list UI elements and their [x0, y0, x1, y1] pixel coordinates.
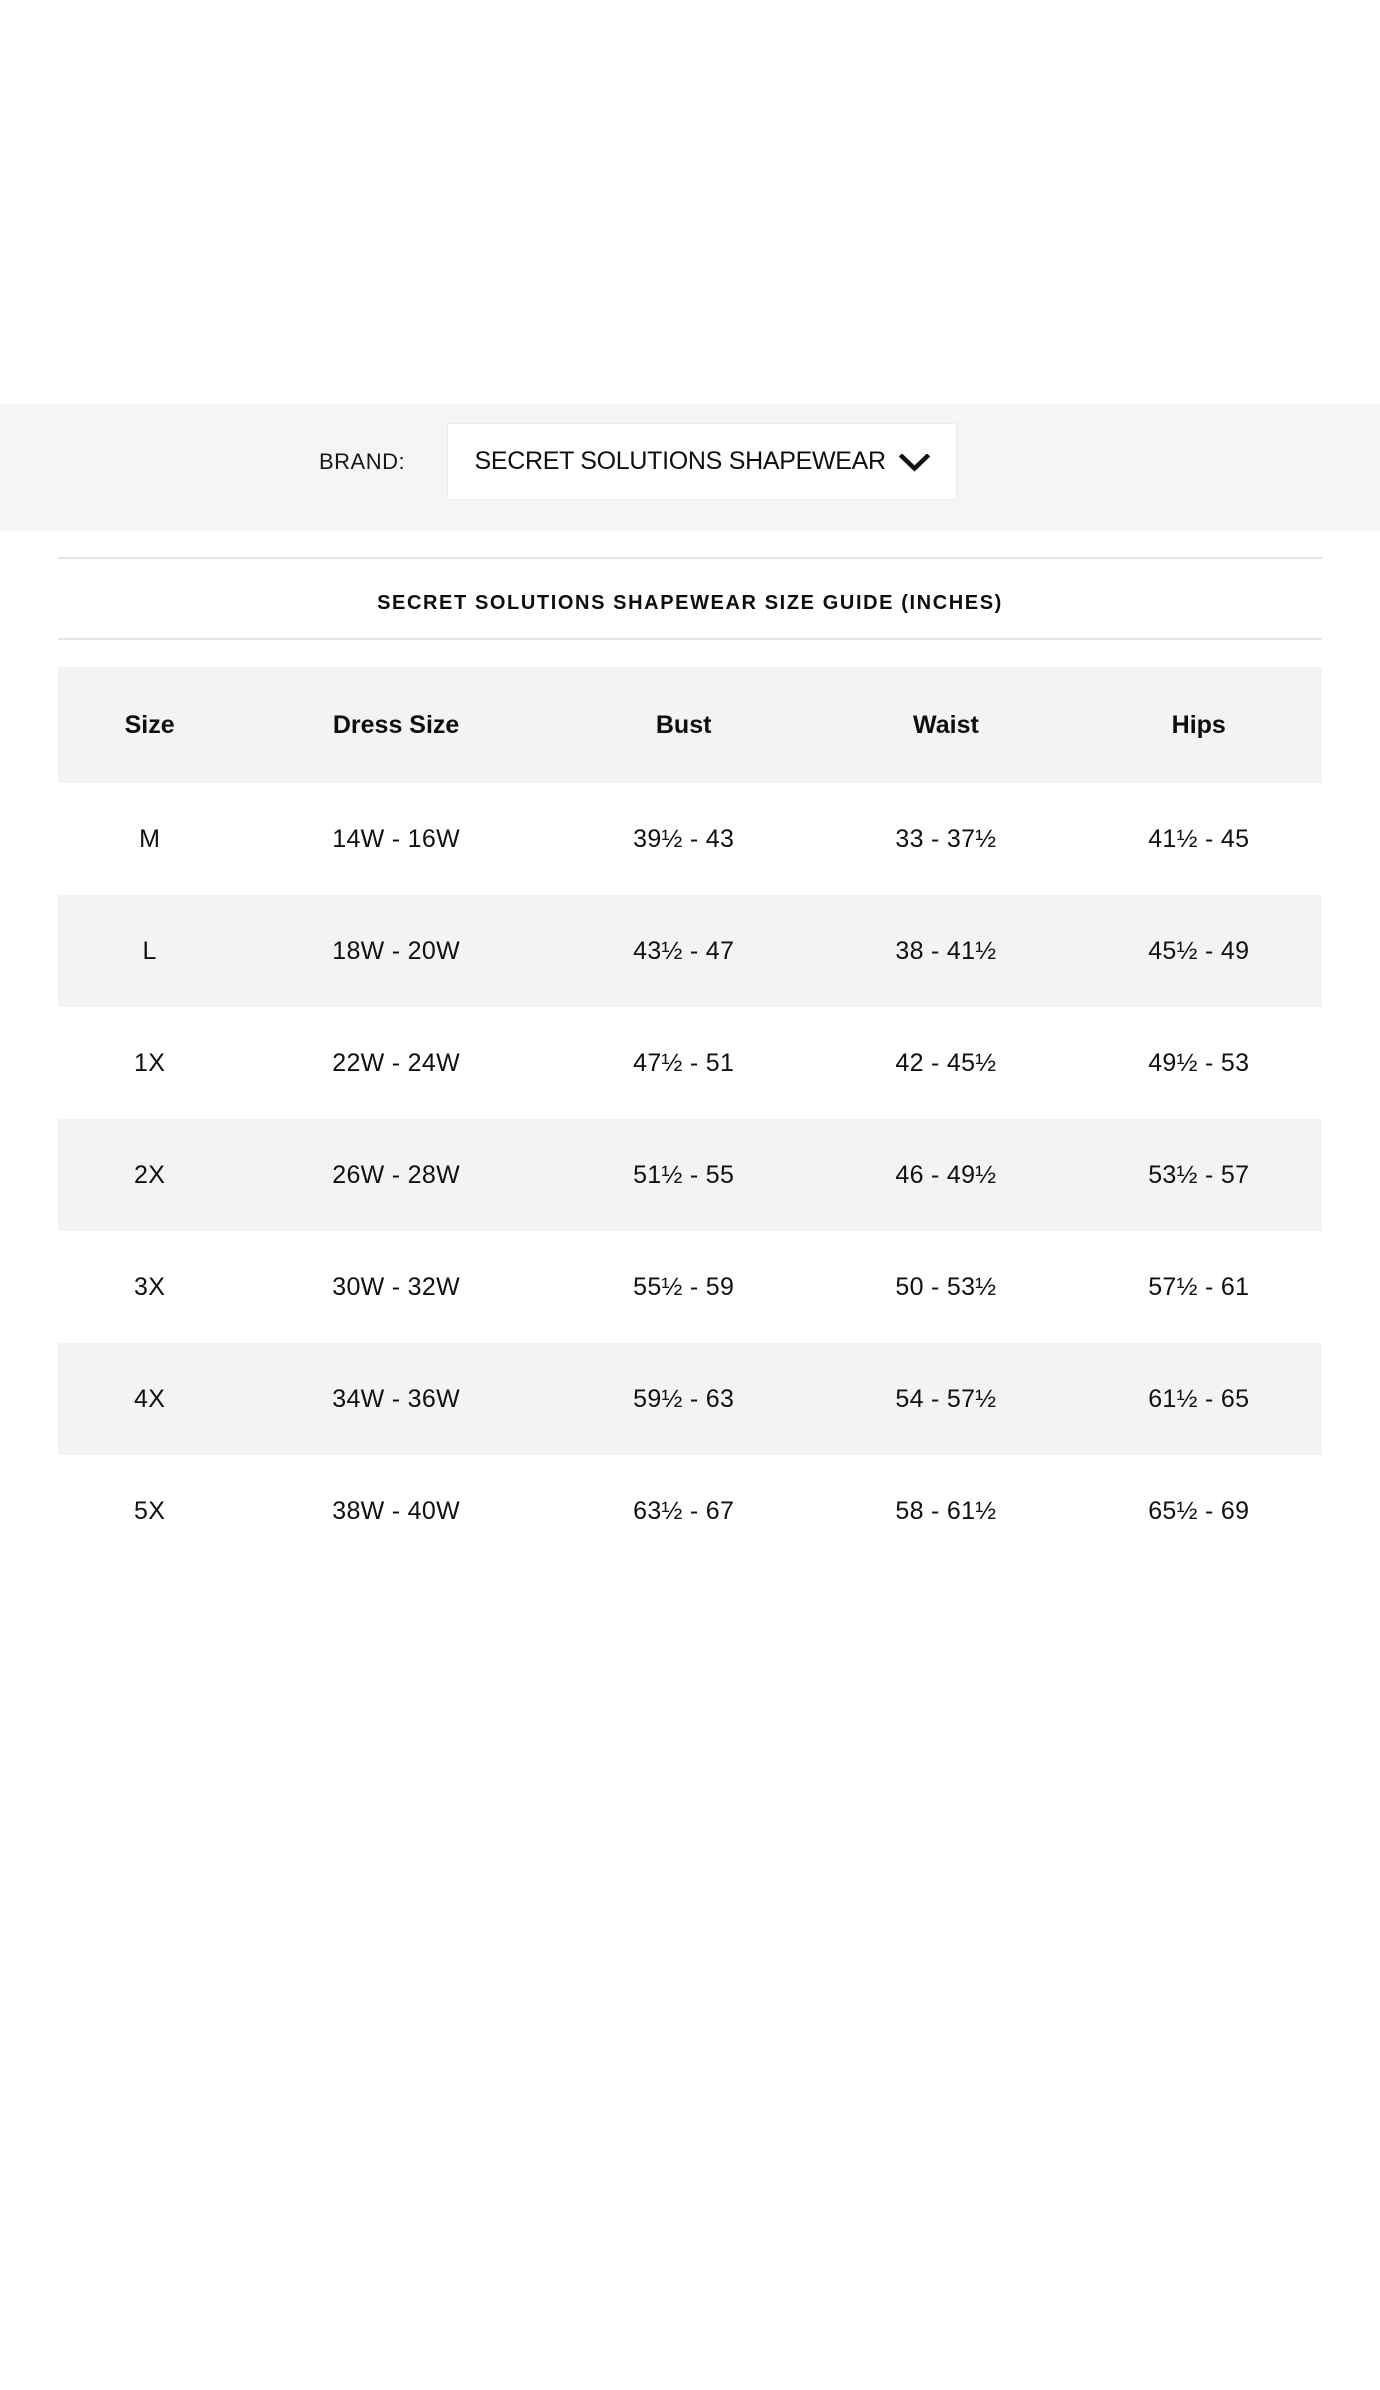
- brand-dropdown[interactable]: [447, 423, 957, 500]
- cell-waist: 54 - 57½: [895, 1384, 997, 1413]
- column-header-waist: Waist: [816, 667, 1075, 783]
- cell-bust: 43½ - 47: [633, 936, 735, 965]
- brand-label: BRAND:: [319, 448, 406, 474]
- cell-waist: 46 - 49½: [895, 1160, 997, 1189]
- table-row: [58, 895, 1322, 1007]
- table-row: [58, 1007, 1322, 1119]
- cell-dress-size: 38W - 40W: [332, 1496, 460, 1525]
- cell-waist: 58 - 61½: [895, 1496, 997, 1525]
- cell-waist: 33 - 37½: [895, 824, 997, 853]
- cell-hips: 41½ - 45: [1148, 824, 1250, 853]
- chevron-down-icon: [899, 454, 930, 472]
- cell-dress-size: 14W - 16W: [332, 824, 460, 853]
- cell-waist: 38 - 41½: [895, 936, 997, 965]
- table-row: [58, 783, 1322, 895]
- cell-hips: 57½ - 61: [1148, 1272, 1250, 1301]
- table-header: [58, 667, 1322, 783]
- header-row: [58, 667, 1322, 783]
- cell-bust: 51½ - 55: [633, 1160, 735, 1189]
- cell-bust: 47½ - 51: [633, 1048, 735, 1077]
- cell-dress-size: 34W - 36W: [332, 1384, 460, 1413]
- cell-size: 1X: [134, 1048, 166, 1077]
- column-header-hips: Hips: [1075, 667, 1322, 783]
- brand-band: [0, 404, 1380, 531]
- size-guide-title: SECRET SOLUTIONS SHAPEWEAR SIZE GUIDE (INCHES): [377, 591, 1003, 614]
- cell-bust: 39½ - 43: [633, 824, 735, 853]
- cell-dress-size: 30W - 32W: [332, 1272, 460, 1301]
- cell-hips: 49½ - 53: [1148, 1048, 1250, 1077]
- cell-waist: 50 - 53½: [895, 1272, 997, 1301]
- cell-hips: 53½ - 57: [1148, 1160, 1250, 1189]
- cell-hips: 45½ - 49: [1148, 936, 1250, 965]
- brand-row: [0, 404, 1380, 500]
- guide-title-wrap: [0, 559, 1380, 638]
- divider-bottom: [58, 638, 1322, 640]
- cell-bust: 63½ - 67: [633, 1496, 735, 1525]
- table-body: [58, 783, 1322, 1567]
- cell-size: L: [142, 936, 157, 965]
- cell-dress-size: 22W - 24W: [332, 1048, 460, 1077]
- cell-size: M: [139, 824, 161, 853]
- cell-hips: 65½ - 69: [1148, 1496, 1250, 1525]
- cell-size: 2X: [134, 1160, 166, 1189]
- table-row: [58, 1231, 1322, 1343]
- column-header-size: Size: [58, 667, 241, 783]
- size-guide-table: [58, 667, 1322, 1567]
- cell-dress-size: 26W - 28W: [332, 1160, 460, 1189]
- cell-size: 3X: [134, 1272, 166, 1301]
- table-row: [58, 1119, 1322, 1231]
- table-row: [58, 1343, 1322, 1455]
- table-row: [58, 1455, 1322, 1567]
- column-header-bust: Bust: [551, 667, 816, 783]
- cell-dress-size: 18W - 20W: [332, 936, 460, 965]
- cell-size: 5X: [134, 1496, 166, 1525]
- cell-size: 4X: [134, 1384, 166, 1413]
- cell-bust: 55½ - 59: [633, 1272, 735, 1301]
- cell-bust: 59½ - 63: [633, 1384, 735, 1413]
- column-header-dress-size: Dress Size: [241, 667, 551, 783]
- brand-dropdown-value: SECRET SOLUTIONS SHAPEWEAR: [474, 447, 886, 475]
- cell-hips: 61½ - 65: [1148, 1384, 1250, 1413]
- cell-waist: 42 - 45½: [895, 1048, 997, 1077]
